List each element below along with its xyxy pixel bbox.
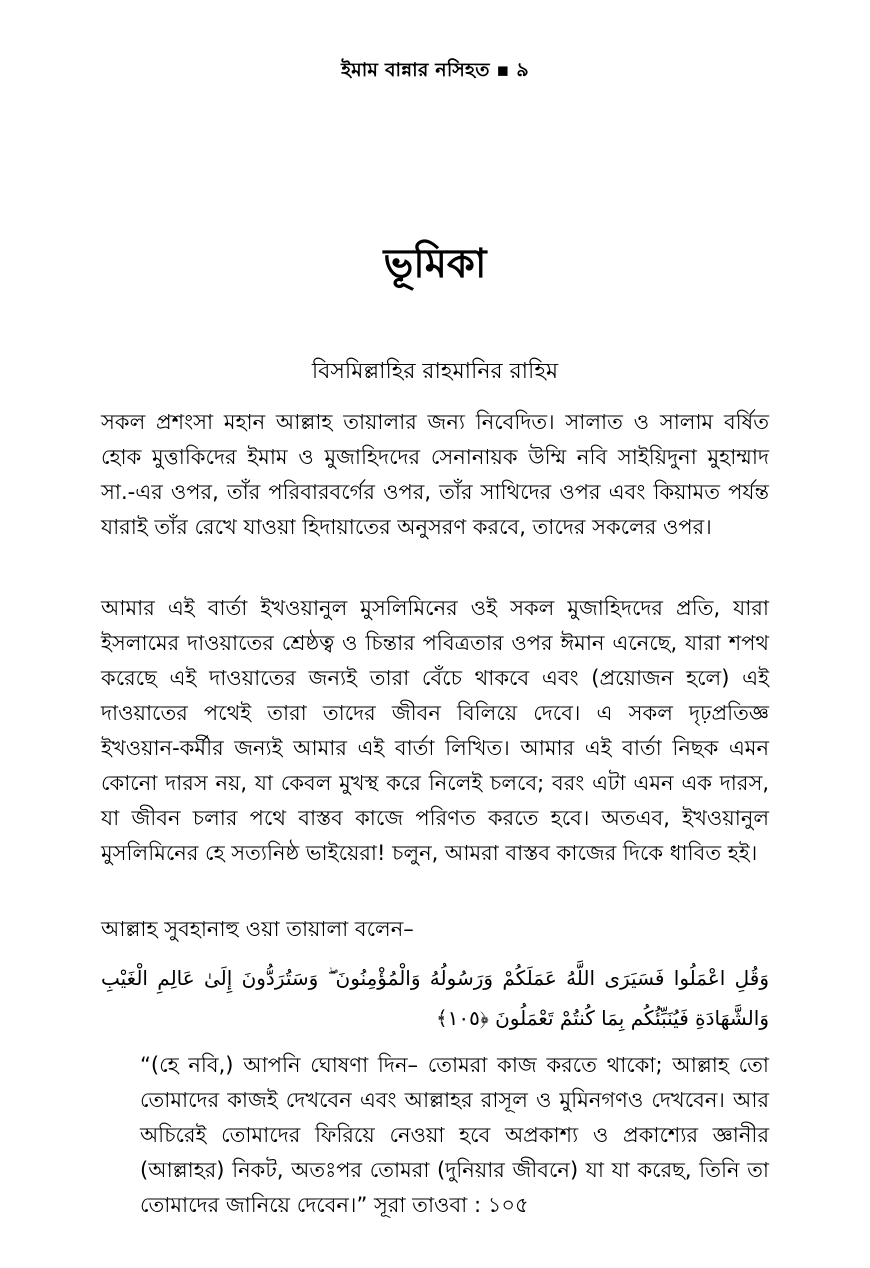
paragraph-message: আমার এই বার্তা ইখওয়ানুল মুসলিমিনের ওই সকল মুজাহিদদের প্রতি, যারা ইসলামের দাওয়াতের শ্রেষ্ঠত্ব ও চিন্তার পবিত্রতার ওপর ঈমান এনেছে, যারা শপথ করেছে এই দাওয়াতের জন্যই তারা বেঁচে থাকবে এবং (প্রয়োজন হলে) এই দাওয়াতের পথেই তারা তাদের জীবন বিলিয়ে দেবে। এ সকল দৃঢ়প্রতিজ্ঞ ইখওয়ান-কর্মীর জন্যই আমার এই বার্তা লিখিত। আমার এই বার্তা নিছক এমন কোনো দারস নয়, যা কেবল মুখস্থ করে নিলেই চলবে; বরং এটা এমন এক দারস, যা জীবন চলার পথে বাস্তব কাজে পরিণত করতে হবে। অতএব, ইখওয়ানুল মুসলিমিনের হে সত্যনিষ্ঠ ভাইয়েরা! চলুন, আমরা বাস্তব কাজের দিকে ধাবিত হই। — [101, 596, 769, 865]
arabic-verse: وَقُلِ اعْمَلُوا فَسَيَرَى اللَّهُ عَمَلَكُمْ وَرَسُولُهُ وَالْمُؤْمِنُونَ ۖ وَسَتُرَدُّونَ إِلَىٰ عَالِمِ الْغَيْبِ وَالشَّهَادَةِ فَيُنَبِّئُكُم بِمَا كُنتُمْ تَعْمَلُونَ ﴿١٠٥﴾ — [101, 966, 769, 1030]
running-header: ইমাম বান্নার নসিহত ▪ ৯ — [341, 59, 529, 81]
quote-intro: আল্লাহ সুবহানাহু ওয়া তায়ালা বলেন– — [101, 917, 414, 941]
chapter-title: ভূমিকা — [383, 241, 487, 287]
bismillah-line: বিসমিল্লাহির রাহমানির রাহিম — [311, 359, 559, 384]
verse-translation: “(হে নবি,) আপনি ঘোষণা দিন– তোমরা কাজ করতে থাকো; আল্লাহ তো তোমাদের কাজই দেখবেন এবং আল্লাহর রাসূল ও মুমিনগণও দেখবেন। আর অচিরেই তোমাদের ফিরিয়ে নেওয়া হবে অপ্রকাশ্য ও প্রকাশ্যের জ্ঞানীর (আল্লাহর) নিকট, অতঃপর তোমরা (দুনিয়ার জীবনে) যা যা করেছ, তিনি তা তোমাদের জানিয়ে দেবেন।” সূরা তাওবা : ১০৫ — [140, 1053, 769, 1217]
paragraph-praise: সকল প্রশংসা মহান আল্লাহ তায়ালার জন্য নিবেদিত। সালাত ও সালাম বর্ষিত হোক মুত্তাকিদের ইমাম ও মুজাহিদদের সেনানায়ক উম্মি নবি সাইয়িদুনা মুহাম্মাদ সা.-এর ওপর, তাঁর পরিবারবর্গের ওপর, তাঁর সাথিদের ওপর এবং কিয়ামত পর্যন্ত যারাই তাঁর রেখে যাওয়া হিদায়াতের অনুসরণ করবে, তাদের সকলের ওপর। — [101, 410, 769, 539]
